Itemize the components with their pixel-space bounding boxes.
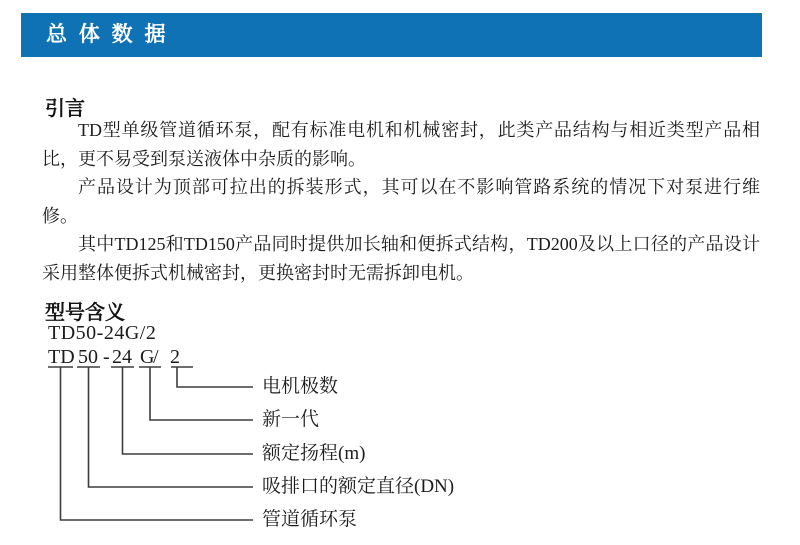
model-segment-generation: G — [140, 346, 155, 368]
label-rated-diameter: 吸排口的额定直径(DN) — [262, 476, 455, 497]
model-code: TD50-24G/2 — [48, 322, 157, 344]
intro-heading: 引言 — [45, 98, 85, 120]
intro-paragraph: 产品设计为顶部可拉出的拆装形式，其可以在不影响管路系统的情况下对泵进行维修。 — [42, 177, 760, 226]
section-banner — [21, 13, 762, 57]
model-segment-poles: 2 — [170, 346, 180, 368]
intro-paragraphs — [42, 116, 760, 287]
label-motor-poles: 电机极数 — [262, 376, 339, 397]
model-segment-head: 24 — [112, 346, 132, 368]
intro-paragraph: 其中TD125和TD150产品同时提供加长轴和便拆式结构，TD200及以上口径的产品设计采用整体便拆式机械密封，更换密封时无需拆卸电机。 — [42, 234, 760, 283]
section-banner-title: 总 体 数 据 — [46, 23, 169, 46]
label-pipeline-pump: 管道循环泵 — [262, 509, 358, 530]
model-segment-diameter: 50 — [78, 346, 98, 368]
intro-paragraph: TD型单级管道循环泵，配有标准电机和机械密封，此类产品结构与相近类型产品相比，更不易受到泵送液体中杂质的影响。 — [42, 120, 760, 169]
model-segment-slash: / — [153, 346, 159, 368]
model-segment-hyphen: - — [103, 346, 110, 368]
label-rated-head: 额定扬程(m) — [262, 443, 366, 464]
model-segment-series: TD — [48, 346, 75, 368]
label-new-generation: 新一代 — [262, 409, 320, 430]
model-meaning-heading: 型号含义 — [45, 302, 125, 324]
